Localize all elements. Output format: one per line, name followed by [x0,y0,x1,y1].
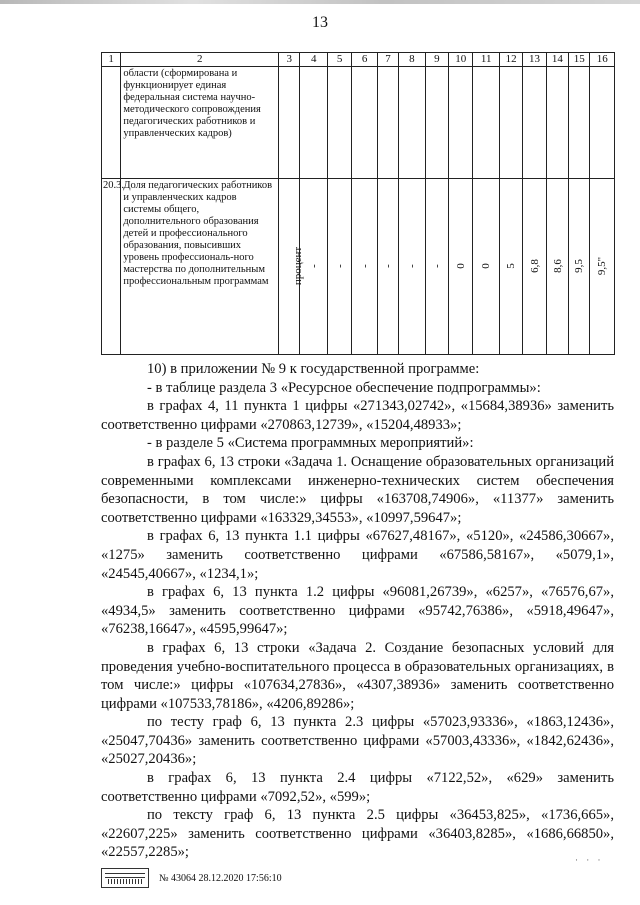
indicators-table [101,52,615,355]
value-cell: 6,8 [523,179,546,355]
scan-specks: · · · [575,855,604,865]
registry-stamp-icon [101,868,149,888]
paragraph: по тесту граф 6, 13 пункта 2.3 цифры «57023,93336», «1863,12436», «25047,70436» заменить соответственно цифрами «57003,43336», «1842,62436», «25027,20436»; [101,714,614,768]
header-cell: 3 [279,53,300,67]
header-cell: 6 [352,53,377,67]
value-cell: 0 [449,179,473,355]
table-header-row [102,53,615,67]
header-cell: 8 [399,53,425,67]
scan-top-edge [0,0,640,4]
value-cell: 9,5 [569,179,590,355]
paragraph: 10) в приложении № 9 к государственной программе: [147,361,480,377]
value-cell: - [300,179,327,355]
header-cell: 5 [327,53,351,67]
value-cell: - [327,179,351,355]
indicator-name: Доля педагогических работников и управленческих кадров системы общего, дополнительного образования детей и профессионального образования, повысивших уровень профессиональ-ного мастерства по дополнительным профессиональным программам [121,179,279,355]
paragraph: в графах 6, 13 пункта 1.2 цифры «96081,26739», «6257», «76576,67», «4934,5» заменить соответственно цифрами «95742,76386», «5918,49647», «76238,16647», «4595,99647»; [101,584,614,638]
header-cell: 16 [590,53,615,67]
unit-text: процент [292,246,305,286]
paragraph: в графах 6, 13 строки «Задача 1. Оснащение образовательных организаций современными комплексами инженерно-технических систем обеспечения безопасности, в том числе:» цифры «163708,74906», «11377» заменить соответственно цифрами «163329,34553», «10997,59647»; [101,453,614,526]
value-cell: 8,6 [546,179,568,355]
header-cell: 7 [377,53,398,67]
footer [101,868,282,888]
header-cell: 12 [499,53,522,67]
header-cell: 9 [425,53,448,67]
header-cell: 10 [449,53,473,67]
value-cell: - [399,179,425,355]
value-cell: 0 [473,179,499,355]
value-cell: 9,5" [590,179,615,355]
value-cell: - [377,179,398,355]
header-cell: 2 [121,53,279,67]
unit-cell [279,179,305,355]
header-cell: 14 [546,53,568,67]
paragraph: в графах 4, 11 пункта 1 цифры «271343,02742», «15684,38936» заменить соответственно цифрами «270863,12739», «15204,48933»; [101,398,614,433]
header-cell: 13 [523,53,546,67]
paragraph: в графах 6, 13 пункта 1.1 цифры «67627,48167», «5120», «24586,30667», «1275» заменить соответственно цифрами «67586,58167», «5079,1», «24545,40667», «1234,1»; [101,528,614,582]
value-cell: - [352,179,377,355]
value-cell: 5 [499,179,522,355]
header-cell: 15 [569,53,590,67]
header-cell: 4 [300,53,327,67]
page-number: 13 [312,14,328,31]
paragraph: в графах 6, 13 пункта 2.4 цифры «7122,52», «629» заменить соответственно цифрами «7092,52», «599»; [101,770,614,805]
row-number: 20.3. [102,179,121,355]
header-cell: 1 [102,53,121,67]
paragraph: по тексту граф 6, 13 пункта 2.5 цифры «36453,825», «1736,665», «22607,225» заменить соответственно цифрами «36403,8285», «1686,66850», «22557,2285»; [101,807,614,861]
table-row-20-3 [102,179,615,355]
paragraph: - в разделе 5 «Система программных мероприятий»: [147,435,474,452]
paragraph: - в таблице раздела 3 «Ресурсное обеспечение подпрограммы»: [147,379,541,396]
value-cell: - [425,179,448,355]
table-row-continued [102,67,615,179]
document-body [101,360,614,862]
header-cell: 11 [473,53,499,67]
indicator-name-continued: области (сформирована и функционирует единая федеральная система научно-методического сопровождения педагогических работников и управленческих кадров) [121,67,279,179]
document-reference: № 43064 28.12.2020 17:56:10 [159,872,282,884]
paragraph: в графах 6, 13 строки «Задача 2. Создание безопасных условий для проведения учебно-воспитательного процесса в образовательных организациях, в том числе:» цифры «107634,27836», «4307,38936» заменить соответственно цифрами «107533,78186», «4206,89286»; [101,639,614,712]
